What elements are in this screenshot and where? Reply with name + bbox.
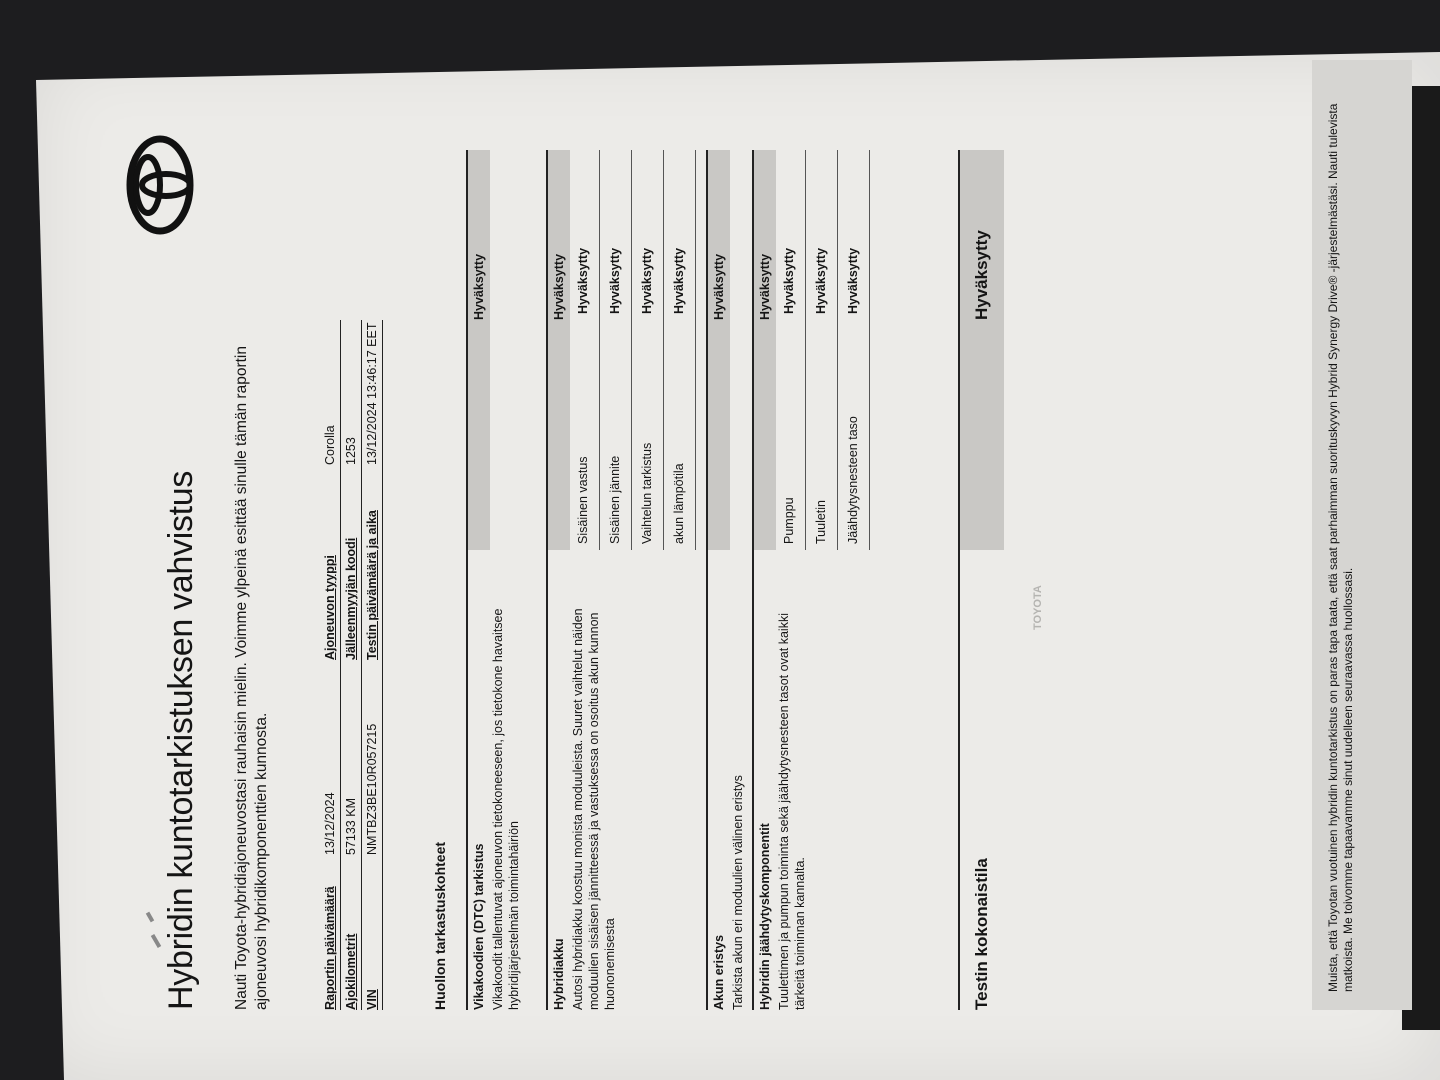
insulation-title: Akun eristys (712, 934, 726, 1010)
battery-subrow (600, 150, 632, 550)
cooling-subrow (838, 150, 870, 550)
footer-note: Muista, että Toyotan vuotuinen hybridin kuntotarkistus on paras tapa taata, että saat parhaimman suorituskyvyn Hybrid Synergy Drive® -järjestelmästäsi. Nauti tulevista matkoista. Me toivomme tapaavamme sinut uudelleen seuraavassa huollossasi. (1312, 60, 1412, 1010)
dtc-section (466, 150, 522, 1010)
insulation-status: Hyväksytty (708, 150, 730, 550)
dealer-stamp: TOYOTA (1032, 585, 1044, 630)
dtc-title: Vikakoodien (DTC) tarkistus (472, 843, 486, 1010)
battery-subrows (568, 150, 696, 550)
vin-value: NMTBZ3BE10R057215 (365, 723, 379, 855)
mileage-label: Ajokilometrit (344, 933, 358, 1010)
cooling-title: Hybridin jäähdytyskomponentit (758, 823, 772, 1010)
subrow-name: Sisäinen jännite (608, 455, 622, 544)
dealer-code-value: 1253 (344, 437, 358, 465)
cooling-section (752, 150, 860, 1010)
battery-subrow (632, 150, 664, 550)
subrow-status: Hyväksytty (846, 247, 860, 314)
subrow-status: Hyväksytty (782, 247, 796, 314)
vehicle-type-label: Ajoneuvon tyyppi (323, 555, 337, 660)
subrow-status: Hyväksytty (608, 247, 622, 314)
cooling-subrows (774, 150, 870, 550)
battery-description: Autosi hybridiakku koostuu monista moduuleista. Suuret vaihtelut näiden moduulien sisäisen jännitteessä ja vastuksessa on osoitus akun kunnon huononemisesta (571, 608, 617, 1010)
subrow-status: Hyväksytty (576, 247, 590, 314)
battery-subrow (664, 150, 696, 550)
battery-subrow (568, 150, 600, 550)
test-datetime-label: Testin päivämäärä ja aika (365, 510, 379, 660)
vehicle-info-table (320, 320, 383, 1010)
subrow-name: Pumppu (782, 497, 796, 544)
subrow-name: Sisäinen vastus (576, 456, 590, 544)
cooling-subrow (806, 150, 838, 550)
info-row (320, 320, 341, 1010)
insulation-section (706, 150, 746, 1010)
dealer-code-label: Jälleenmyyjän koodi (344, 537, 358, 660)
test-datetime-value: 13/12/2024 13:46:17 EET (365, 322, 379, 465)
page-title: Hybridin kuntotarkistuksen vahvistus (162, 470, 200, 1010)
cooling-status: Hyväksytty (754, 150, 776, 550)
cooling-subrow (774, 150, 806, 550)
subrow-name: Jäähdytysnesteen taso (846, 416, 860, 544)
report-date-label: Raportin päivämäärä (323, 886, 337, 1010)
overall-section (958, 150, 1004, 1010)
subrow-status: Hyväksytty (814, 247, 828, 314)
sections-title: Huollon tarkastuskohteet (432, 841, 448, 1010)
battery-title: Hybridiakku (552, 938, 566, 1010)
vehicle-type-value: Corolla (323, 425, 337, 465)
subrow-name: Vaihtelun tarkistus (640, 442, 654, 544)
subrow-status: Hyväksytty (640, 247, 654, 314)
intro-text: Nauti Toyota-hybridiajoneuvostasi rauhaisin mielin. Voimme ylpeinä esittää sinulle tämän raportin ajoneuvosi hybridikomponenttien kunnosta. (233, 346, 270, 1010)
cooling-description: Tuulettimen ja pumpun toiminta sekä jäähdytysnesteen tasot ovat kaikki tärkeitä toiminnan kannalta. (777, 613, 807, 1010)
subrow-status: Hyväksytty (672, 247, 686, 314)
insulation-description: Tarkista akun eri moduulien välinen eristys (731, 775, 745, 1010)
dtc-status: Hyväksytty (468, 150, 490, 550)
info-row (362, 320, 383, 1010)
report-date-value: 13/12/2024 (323, 792, 337, 855)
subrow-name: Tuuletin (814, 499, 828, 544)
dtc-description: Vikakoodit tallentuvat ajoneuvon tietokoneeseen, jos tietokone havaitsee hybridijärjestelmän toimintahäiriön (491, 608, 521, 1010)
battery-section (546, 150, 686, 1010)
info-row (341, 320, 362, 1010)
report-page (52, 60, 1432, 1010)
vin-label: VIN (365, 989, 379, 1010)
battery-status: Hyväksytty (548, 150, 570, 550)
overall-status: Hyväksytty (960, 150, 1004, 550)
subrow-name: akun lämpötila (672, 463, 686, 544)
mileage-value: 57133 KM (344, 798, 358, 855)
overall-title: Testin kokonaistila (972, 858, 991, 1010)
